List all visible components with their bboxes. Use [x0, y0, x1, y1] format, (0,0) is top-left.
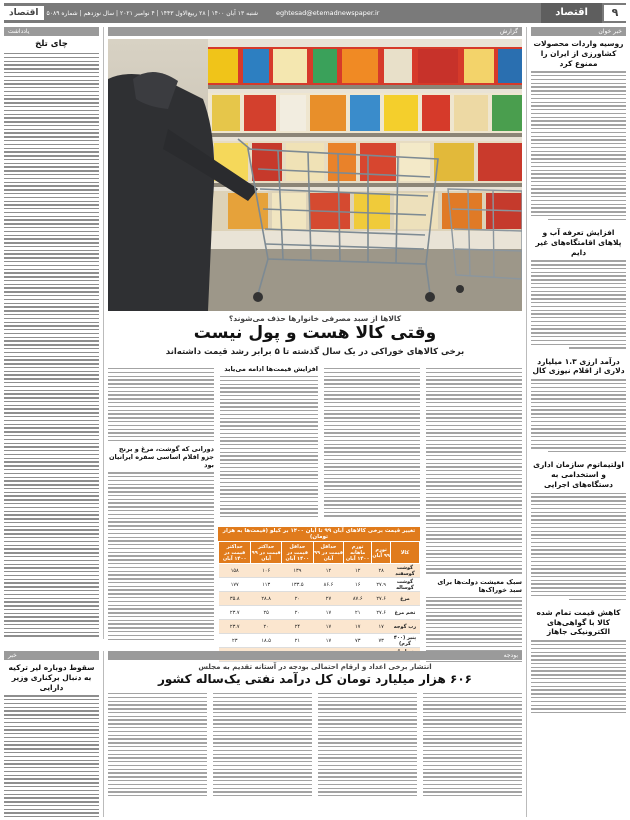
table-row — [219, 592, 420, 606]
table-header-cell: حداکثر قیمت در ۱۴۰۰ آبان — [219, 542, 251, 564]
table-cell: ۱۷ — [344, 620, 372, 634]
table-row — [219, 564, 420, 578]
table-cell: ۷۳ — [372, 634, 391, 648]
report-subhead-1: افزایش قیمت‌ها ادامه می‌یابد — [224, 365, 318, 373]
news-column — [526, 27, 626, 817]
table-row-label: مرغ — [390, 592, 419, 606]
opinion-column — [4, 27, 104, 639]
news-headline-4[interactable]: اولتیماتوم سازمان اداری و استخدامی به دستگاه‌های اجرایی — [533, 460, 624, 489]
table-cell: ۲۳.۷ — [219, 606, 251, 620]
opinion-tag: یادداشت — [4, 27, 99, 36]
table-header-cell: تورم ۹۹ آبان — [372, 542, 391, 564]
news-column-tag: خبر خوان — [531, 27, 626, 36]
table-cell: ۲۷ — [313, 592, 343, 606]
budget-story — [108, 651, 522, 817]
table-cell: ۱۸.۵ — [251, 634, 281, 648]
news-headline-1[interactable]: روسیه واردات محصولات کشاورزی از ایران را ممنوع کرد — [533, 39, 624, 68]
opinion-title[interactable]: چای تلخ — [35, 39, 68, 49]
supermarket-photo — [108, 39, 522, 311]
masthead — [4, 3, 626, 23]
news-tag: خبر — [4, 651, 99, 660]
budget-kicker: انتشار برخی اعداد و ارقام احتمالی بودجه در آستانه تقدیم به مجلس — [198, 663, 432, 671]
news-headline-5[interactable]: کاهش قیمت تمام شده کالا با گواهی‌های الکترونیکی جاهاز — [536, 607, 621, 637]
news-headline-2[interactable]: افزایش تعرفه آب و پلاهای اقامتگاه‌های غیر دایم — [535, 228, 622, 257]
contact-email[interactable]: eghtesad@etemadnewspaper.ir — [275, 9, 380, 17]
newspaper-logo: اقتصاد — [4, 6, 44, 20]
report-text-col-1 — [426, 365, 522, 650]
table-row — [219, 620, 420, 634]
table-cell: ۲۸.۸ — [251, 592, 281, 606]
news-body-2 — [531, 260, 626, 348]
table-cell: ۲۷.۶ — [372, 592, 391, 606]
section-name: اقتصاد — [541, 3, 602, 23]
table-cell: ۱۱۳ — [251, 578, 281, 592]
report-deck: برخی کالاهای خوراکی در یک سال گذشته تا ۵ برابر رشد قیمت داشته‌اند — [165, 347, 465, 357]
table-cell: ۲۱ — [344, 606, 372, 620]
table-row-label: گوشت گوساله — [390, 578, 419, 592]
table-row — [219, 578, 420, 592]
table-row-label: رب گوجه — [390, 620, 419, 634]
report-kicker: کالاها از سبد مصرفی خانوارها حذف می‌شوند؟ — [228, 314, 402, 323]
news-body-1 — [531, 71, 626, 220]
table-cell: ۲۰ — [251, 620, 281, 634]
news-turkey — [4, 651, 104, 817]
table-cell: ۸۶.۶ — [313, 578, 343, 592]
table-row-label: تخم مرغ — [390, 606, 419, 620]
report-text-col-3 — [220, 365, 318, 515]
page-number: ۹ — [604, 5, 626, 21]
news-body-4 — [531, 493, 626, 600]
table-cell: ۲۱ — [281, 634, 313, 648]
price-table-title: تغییر قیمت برخی کالاهای آبان ۹۹ تا آبان ۱۴۰۰ بر کیلو (قیمت‌ها به هزار تومان) — [218, 527, 420, 541]
price-table — [218, 527, 420, 662]
turkey-news-title[interactable]: سقوط دوباره لیر ترکیه به دنبال برکناری وزیر دارایی — [8, 663, 95, 692]
table-header-cell: حداکثر قیمت در ۹۹ آبان — [251, 543, 281, 562]
table-cell: ۳۵.۸ — [219, 592, 251, 606]
report-subhead-3: سبک معیشت دولت‌ها برای سبد خوراک‌ها — [437, 577, 522, 594]
table-cell: ۱۳۳.۵ — [281, 578, 313, 592]
budget-tag: بودجه — [108, 651, 522, 660]
report-subhead-2: دورانی که گوشت، مرغ و برنج جزو اقلام اساسی سفره ایرانیان بود — [108, 445, 214, 470]
table-cell: ۱۲ — [344, 564, 372, 578]
main-report — [108, 27, 522, 647]
opinion-body — [4, 53, 99, 639]
table-cell: ۱۳۹ — [281, 564, 313, 578]
table-cell: ۱۲ — [313, 564, 343, 578]
table-cell: ۲۷.۹ — [372, 578, 391, 592]
report-text-col-4 — [108, 365, 214, 650]
table-header-cell: حداقل قیمت در ۹۹ آبان — [313, 543, 343, 562]
table-header-cell: حداقل قیمت در ۱۴۰۰ آبان — [281, 542, 313, 564]
table-cell: ۱۷ — [313, 620, 343, 634]
table-cell: ۸۷.۶ — [344, 592, 372, 606]
table-row-label: گوشت گوسفند — [390, 564, 419, 578]
table-row — [219, 634, 420, 648]
turkey-news-body — [4, 695, 99, 817]
table-cell: ۲۰ — [281, 606, 313, 620]
table-row-label: پنیر (۴۰۰ گرم) — [390, 634, 419, 648]
budget-headline[interactable]: ۶۰۶ هزار میلیارد تومان کل درآمد نفتی یک‌ساله کشور — [157, 672, 473, 686]
table-cell: ۷۳ — [344, 634, 372, 648]
table-header-cell: کالا — [390, 542, 419, 564]
report-text-col-2 — [324, 365, 420, 515]
table-cell: ۱۷ — [313, 606, 343, 620]
table-cell: ۲۴ — [281, 620, 313, 634]
issue-info: شنبه ۱۳ آبان ۱۴۰۰ | ۲۸ ربیع‌الاول ۱۴۴۳ | ۴ نوامبر ۲۰۲۱ | سال نوزدهم | شماره ۵۰۸۹ — [46, 9, 258, 17]
news-body-3 — [531, 379, 626, 452]
table-cell: ۲۸ — [372, 564, 391, 578]
table-cell: ۱۷ — [372, 620, 391, 634]
report-tag: گزارش — [108, 27, 522, 36]
table-cell: ۲۰ — [281, 592, 313, 606]
table-cell: ۱۵۸ — [219, 564, 251, 578]
table-cell: ۱۷ — [313, 634, 343, 648]
news-headline-3[interactable]: درآمد ارزی ۱.۳ میلیارد دلاری از اقلام نیوزی کال — [532, 356, 625, 376]
report-headline[interactable]: وقتی کالا هست و پول نیست — [193, 323, 437, 343]
table-header-cell: تورم ماهانه ۱۴۰۰ آبان — [344, 542, 372, 564]
table-cell: ۲۷.۶ — [372, 606, 391, 620]
budget-body — [108, 690, 522, 796]
news-body-5 — [531, 640, 626, 713]
table-row — [219, 606, 420, 620]
table-cell: ۲۳.۷ — [219, 620, 251, 634]
table-cell: ۱۶ — [344, 578, 372, 592]
table-cell: ۲۳ — [219, 634, 251, 648]
table-cell: ۱۰۶ — [251, 564, 281, 578]
table-cell: ۱۷۷ — [219, 578, 251, 592]
table-cell: ۲۵ — [251, 606, 281, 620]
